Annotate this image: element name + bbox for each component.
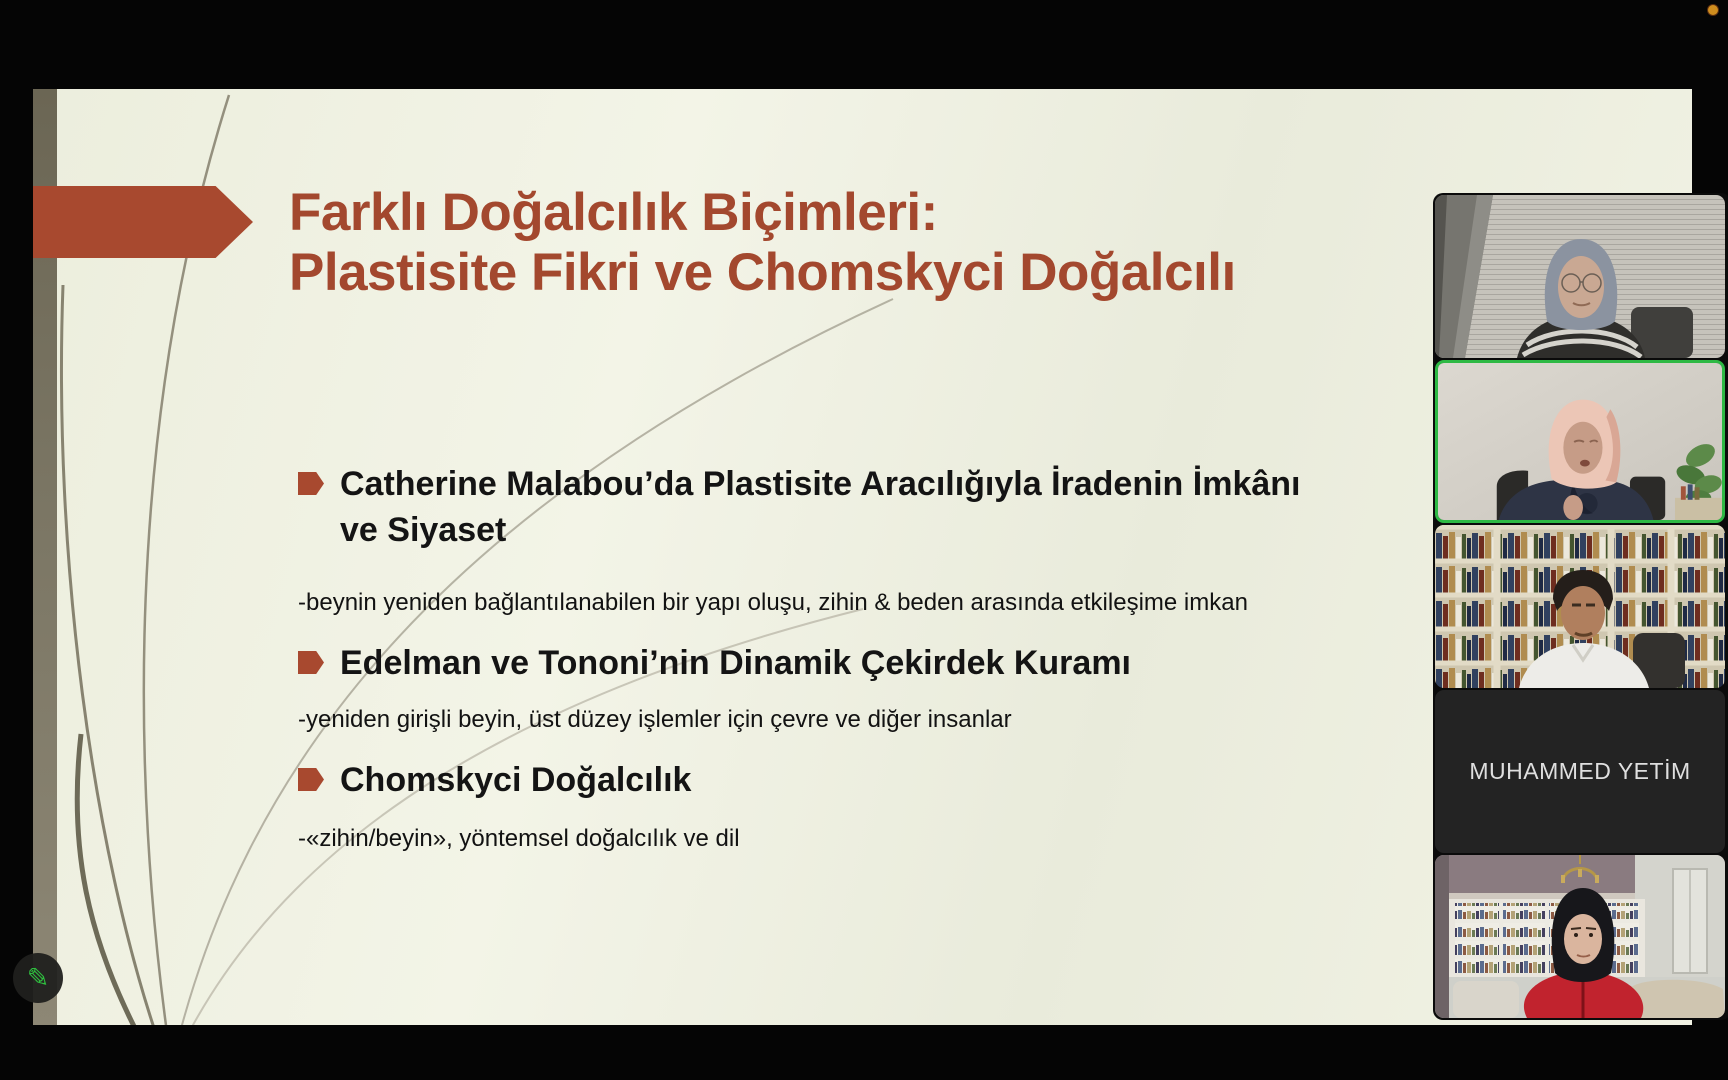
recording-status-dot [1708, 5, 1718, 15]
participant-5-video-frame [1435, 855, 1725, 1018]
participant-video-1[interactable] [1435, 195, 1725, 358]
bullet-detail-1: -beynin yeniden bağlantılanabilen bir yapı oluşu, zihin & beden arasında etkileşime imkan [298, 589, 1248, 616]
bullet-row-3 [298, 757, 691, 803]
participant-1-video-frame [1435, 195, 1725, 358]
participant-name-label: MUHAMMED YETİM [1469, 758, 1691, 784]
participant-2-video-frame [1438, 363, 1722, 520]
participants-panel [1433, 193, 1728, 1020]
bullet-arrow-icon [298, 768, 324, 791]
participant-3-video-frame [1435, 525, 1725, 688]
bullet-heading-3: Chomskyci Doğalcılık [340, 761, 692, 799]
bullet-detail-3: -«zihin/beyin», yöntemsel doğalcılık ve dil [298, 825, 740, 852]
participant-video-5[interactable] [1435, 855, 1725, 1018]
pencil-icon: ✎ [26, 962, 50, 993]
bullet-detail-2: -yeniden girişli beyin, üst düzey işlemler için çevre ve diğer insanlar [298, 706, 1012, 733]
participant-video-2-active-speaker[interactable] [1435, 360, 1725, 523]
bullet-arrow-icon [298, 651, 324, 674]
bullet-row-2 [298, 640, 1131, 686]
slide-title [289, 183, 1236, 303]
bullet-heading-2: Edelman ve Tononi’nin Dinamik Çekirdek Kuramı [340, 644, 1131, 682]
title-accent-arrow [33, 186, 253, 258]
slide-title-line2: Plastisite Fikri ve Chomskyci Doğalcılı [289, 243, 1236, 302]
bullet-heading-1: Catherine Malabou’da Plastisite Aracılığıyla İradenin İmkânı ve Siyaset [340, 465, 1301, 549]
slide-title-line1: Farklı Doğalcılık Biçimleri: [289, 183, 938, 242]
participant-video-3[interactable] [1435, 525, 1725, 688]
bullet-arrow-icon [298, 472, 324, 495]
annotate-pencil-button[interactable] [13, 953, 63, 1003]
bullet-row-1 [298, 461, 1330, 553]
participant-name-tile[interactable] [1435, 690, 1725, 853]
